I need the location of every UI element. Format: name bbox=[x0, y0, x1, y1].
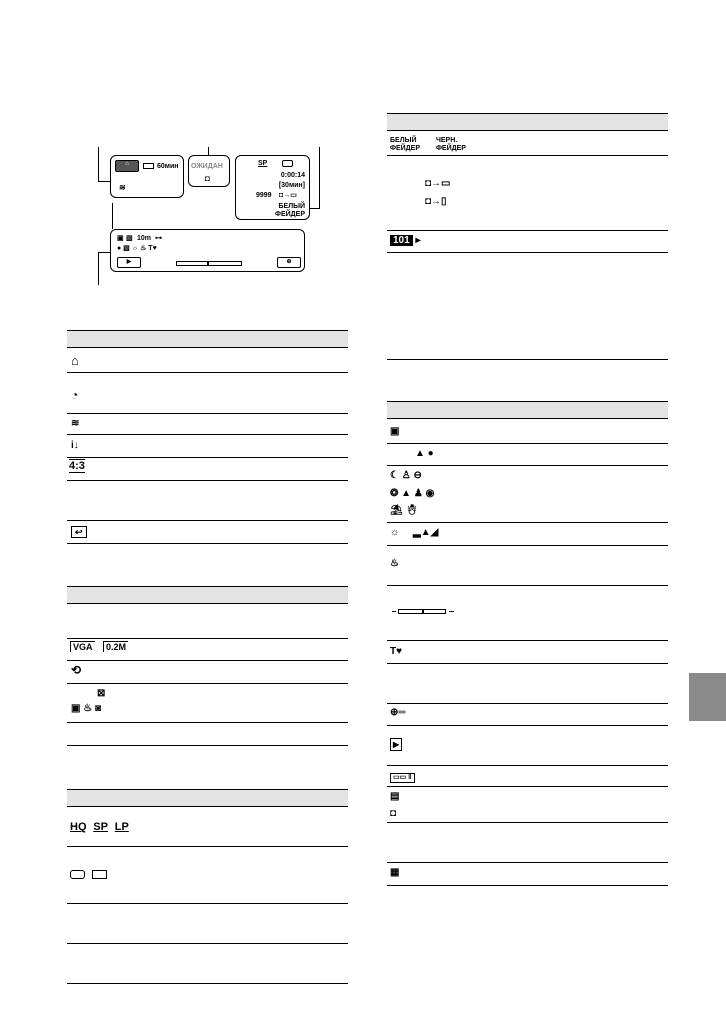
divider bbox=[67, 638, 348, 639]
callout-line bbox=[310, 208, 320, 209]
fader-line-1: БЕЛЫЙ bbox=[278, 203, 305, 210]
divider bbox=[387, 443, 668, 444]
divider bbox=[387, 252, 668, 253]
bottom-icon-row: ● ▧ ☼ ♨ T♥ bbox=[117, 245, 157, 252]
lcd-top-right-box bbox=[235, 155, 310, 220]
divider bbox=[67, 520, 348, 521]
divider bbox=[67, 683, 348, 684]
divider bbox=[67, 722, 348, 723]
steady-shot-icon: ♨ bbox=[390, 558, 399, 569]
divider bbox=[67, 372, 348, 373]
play-button[interactable] bbox=[117, 257, 141, 268]
left-table-1-header bbox=[67, 330, 348, 348]
folder-icon: 101 ▸ bbox=[390, 235, 421, 246]
portrait-icon: ▣ bbox=[390, 426, 400, 437]
battery-icon bbox=[143, 163, 154, 171]
camera-to-card-icon: ◘→▯ bbox=[425, 196, 447, 207]
no-media-icon: ⊠ bbox=[97, 688, 106, 699]
section-tab bbox=[689, 673, 726, 721]
loop-icon: ⟲ bbox=[71, 663, 82, 677]
scene-icons-row-1: ☾ ♙ ⊖ bbox=[390, 470, 422, 481]
media-icon bbox=[282, 160, 293, 170]
slideshow-icon: ▭▭ ‖ bbox=[390, 771, 415, 783]
divider bbox=[67, 543, 348, 544]
divider bbox=[67, 480, 348, 481]
zoom-slider[interactable] bbox=[176, 261, 242, 266]
film-icon: ▤ bbox=[390, 791, 400, 802]
camera-icon: ◘ bbox=[205, 174, 210, 183]
fader-options: БЕЛЫЙ ФЕЙДЕР ЧЕРН. ФЕЙДЕР bbox=[390, 137, 466, 152]
options-icon: ⊕═ bbox=[390, 707, 406, 718]
steady-shot-icon: ▧ bbox=[126, 235, 133, 242]
home-icon: ⌂ bbox=[71, 353, 79, 368]
warning-icons: ▣ ♨ ◙ bbox=[71, 703, 102, 714]
aspect-ratio-label: 4:3 bbox=[69, 460, 85, 472]
camera-icon: ◘ bbox=[390, 808, 397, 819]
lcd-top-left-box bbox=[110, 155, 184, 198]
lcd-top-middle-box bbox=[188, 155, 230, 187]
steady-label: 10m bbox=[137, 235, 152, 242]
mode-lp: LP bbox=[114, 821, 129, 833]
options-icon: ⊕ bbox=[286, 259, 292, 265]
divider bbox=[387, 359, 668, 360]
focus-icons: ▲ ● bbox=[415, 448, 434, 459]
left-table-3-header bbox=[67, 789, 348, 807]
divider bbox=[67, 457, 348, 458]
callout-line bbox=[98, 252, 99, 285]
divider bbox=[67, 434, 348, 435]
divider bbox=[387, 545, 668, 546]
divider bbox=[67, 660, 348, 661]
counter: 0:00:14 bbox=[280, 172, 305, 179]
divider bbox=[387, 585, 668, 586]
divider bbox=[387, 885, 668, 886]
divider bbox=[67, 745, 348, 746]
divider bbox=[67, 983, 348, 984]
remaining-time: [30мин] bbox=[278, 182, 305, 189]
battery-remaining: 60мин bbox=[157, 163, 179, 170]
callout-line bbox=[98, 147, 99, 182]
camera-to-media-icon: ◘→▭ bbox=[425, 178, 451, 189]
photo-count: 9999 bbox=[256, 192, 272, 199]
timer-icon: ◔ bbox=[71, 388, 79, 402]
play-icon: ▶ bbox=[390, 738, 402, 751]
portrait-icon: ▣ bbox=[117, 235, 124, 242]
right-table-2-header bbox=[387, 401, 668, 419]
callout-line bbox=[112, 203, 113, 229]
aspect-ratio-icon bbox=[69, 461, 85, 472]
divider bbox=[387, 765, 668, 766]
divider bbox=[67, 846, 348, 847]
folder-number: 101 bbox=[390, 235, 413, 246]
standby-status: ОЖИДАН bbox=[191, 163, 223, 170]
key-icon: ⊶ bbox=[155, 235, 162, 242]
play-icon: ▶ bbox=[126, 259, 132, 265]
options-button[interactable] bbox=[277, 257, 301, 268]
home-button[interactable] bbox=[115, 160, 139, 172]
divider bbox=[387, 703, 668, 704]
divider bbox=[67, 943, 348, 944]
wifi-icon: ≋ bbox=[71, 418, 80, 429]
scene-icons-row-3: ⛱ ☃ bbox=[390, 505, 419, 516]
zoom-bar-icon bbox=[392, 609, 454, 615]
callout-line bbox=[98, 252, 110, 253]
image-size-icons bbox=[70, 642, 128, 653]
media-icons bbox=[70, 870, 107, 882]
divider bbox=[67, 413, 348, 414]
vga-icon: VGA bbox=[70, 641, 95, 652]
tele-macro-icon: T♥ bbox=[390, 646, 403, 657]
left-table-2-header bbox=[67, 586, 348, 604]
zoom-slider-knob bbox=[207, 262, 209, 265]
mic-level-icon: i↓ bbox=[71, 440, 79, 451]
divider bbox=[387, 822, 668, 823]
repeat-icon: ↩ bbox=[71, 526, 87, 538]
callout-line bbox=[319, 147, 320, 209]
photo-media-icon: ◘→▭ bbox=[279, 192, 297, 199]
divider bbox=[387, 862, 668, 863]
home-icon: ⌂ bbox=[125, 161, 129, 167]
record-mode: SP bbox=[258, 160, 268, 167]
white-balance-icons: ☼ ▂▲◢ bbox=[390, 527, 439, 538]
record-mode-icons bbox=[70, 822, 133, 833]
divider bbox=[387, 640, 668, 641]
divider bbox=[67, 903, 348, 904]
mode-hq: HQ bbox=[70, 821, 87, 833]
divider bbox=[387, 786, 668, 787]
mode-sp: SP bbox=[93, 821, 108, 833]
index-icon: ▦ bbox=[390, 867, 400, 878]
callout-line bbox=[98, 181, 110, 182]
right-table-1-header bbox=[387, 113, 668, 131]
divider bbox=[387, 522, 668, 523]
fader-line-2: ФЕЙДЕР bbox=[275, 211, 305, 218]
lcd-bottom-box bbox=[110, 229, 305, 272]
divider bbox=[387, 465, 668, 466]
wifi-icon: ≋ bbox=[119, 183, 126, 192]
divider bbox=[387, 725, 668, 726]
size-icon: 0.2M bbox=[103, 641, 128, 652]
divider bbox=[387, 230, 668, 231]
scene-icons-row-2: ❂ ▲ ♟ ◉ bbox=[390, 488, 435, 499]
divider bbox=[387, 663, 668, 664]
divider bbox=[387, 155, 668, 156]
